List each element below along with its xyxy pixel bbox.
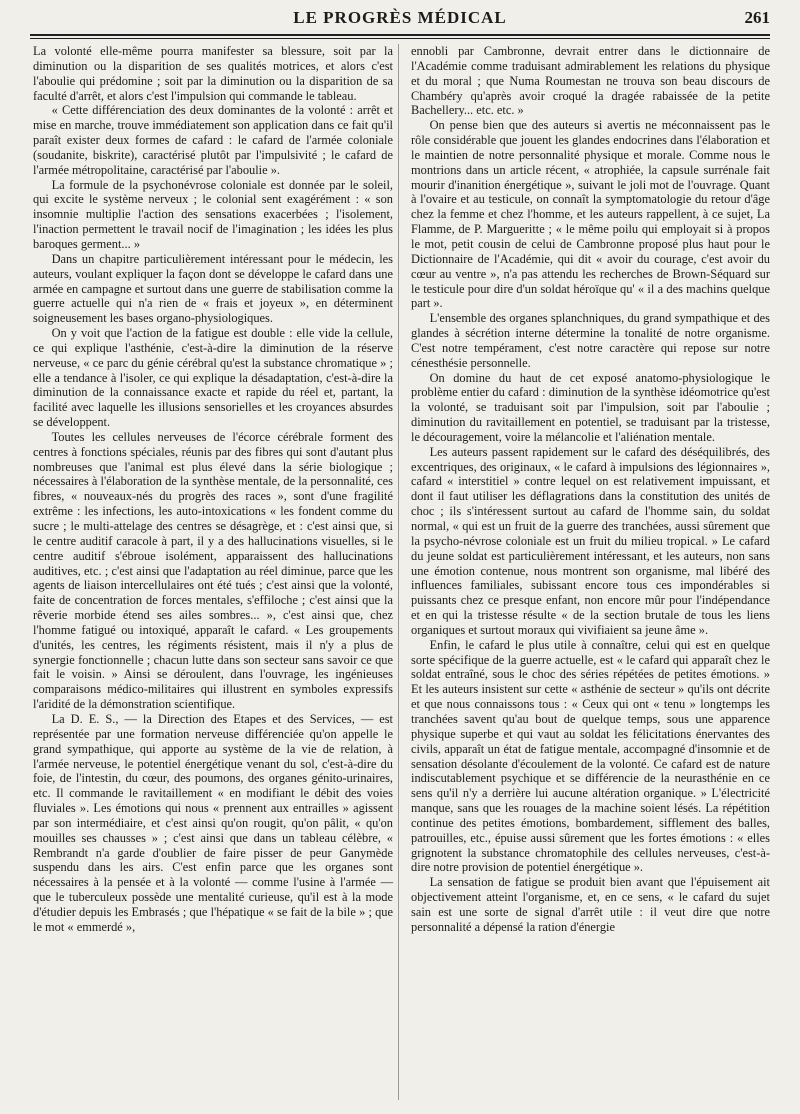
paragraph: La D. E. S., — la Direction des Etapes et des Services, — est représentée par une formation nerveuse différenciée qu'on appelle le grand sympathique, qui apporte au système de la vie de relation, à l'armée nerveuse, le potentiel énergétique venant du sol, c'est-à-dire du foie, de l'intestin, du cœur, des poumons, des organes génito-urinaires, etc. Il commande le ravitaillement « en modifiant le débit des voies fluviales ». Les émotions qui nous « prennent aux entrailles » agissent par son intermédiaire, et c'est ainsi qu'on rougit, qu'on pâlit, « qu'on mouilles ses chausses » ; c'est ainsi que dans un tableau célèbre, « Rembrandt n'a garde d'oublier de faire pisser de peur Ganymède suspendu dans les airs. C'est enfin parce que les organes sont nécessaires à la pensée et à la volonté — comme l'usine à l'armée — que le tuberculeux possède une mentalité curieuse, qu'il est à la mode d'étudier depuis les Embrasés ; que l'hépatique « se fait de la bile » ; que le mot « emmerdé »,	[33, 711, 393, 934]
column-divider	[398, 44, 399, 1100]
paragraph: On y voit que l'action de la fatigue est double : elle vide la cellule, ce qui explique l'asthénie, c'est-à-dire la diminution de la réserve nerveuse, « ce parc du génie cérébral qu'est la substance chromatique » ; elle a tendance à l'isoler, ce qui explique la désadaptation, c'est-à-dire la diminution de la connaissance exacte et rapide du réel et, partant, la facilité avec laquelle les illusions sensorielles et les croyances absurdes se développent.	[33, 326, 393, 430]
paragraph: On pense bien que des auteurs si avertis ne méconnaissent pas le rôle considérable que jouent les glandes endocrines dans l'élaboration et le maintien de notre personnalité physique et morale. Comme nous le montrions dans un article récent, « atrophiée, la capsule surrénale fait mourir d'inanition énergétique », suivant le joli mot de l'ouvrage. Quant à l'ovaire et au testicule, on connaît la symptomatologie du retour d'âge chez la femme et chez l'homme, et les auteurs rappellent, à ce sujet, La Flamme, de P. Margueritte ; « le même poilu qui employait si à propos le mot, petit cousin de celui de Cambronne proposé plus haut pour le Dictionnaire de l'Académie, qui dit « avoir du courage, c'est avoir du cœur au ventre », n'a pas attendu les recherches de Brown-Séquard sur le testicule pour dire d'un soldat héroïque qu' « il a des machins quelque part ».	[411, 118, 770, 311]
paragraph: La sensation de fatigue se produit bien avant que l'épuisement ait objectivement atteint l'organisme, et, en ce sens, « le cafard du sujet sain est une sorte de signal d'arrêt utile : il veut dire que notre personnalité a dépensé la ration d'énergie	[411, 875, 770, 934]
paragraph: Toutes les cellules nerveuses de l'écorce cérébrale forment des centres à fonctions spéciales, réunis par des fibres qui sont d'autant plus nombreuses que l'animal est plus élevé dans la série biologique ; nécessaires à l'élaboration de la synthèse mentale, de la personnalité, ces fibres, « nouveaux-nés du progrès des races », sont d'une fragilité extrême : les infections, les auto-intoxications « les fondent comme du sucre ; le multi-attelage des centres se désagrège, et : c'est ainsi que, si le centre auditif caracole à part, il y a des hallucinations visuelles, si le centre auditif s'ébroue isolément, apparaissent des hallucinations auditives, etc. ; c'est ainsi que l'adaptation au réel diminue, parce que les agents de liaison intercellulaires ont été tués ; c'est ainsi que la volonté, faite de concentration de forces mentales, s'effiloche ; c'est ainsi que la rêverie morbide étend ses ailes sombres... », c'est ainsi que, chez l'homme fatigué ou intoxiqué, apparaît le cafard. « Les groupements d'unités, les centres, les régiments résistent, mais il n'y a plus de synergie fonctionnelle ; chacun lutte dans son secteur sans savoir ce que fait le voisin. » Ainsi se déroulent, dans l'ouvrage, les ingénieuses comparaisons médico-militaires qui illustrent en symboles expressifs l'aridité de la démonstration scientifique.	[33, 429, 393, 712]
right-column	[411, 44, 770, 935]
paragraph: On domine du haut de cet exposé anatomo-physiologique le problème entier du cafard : diminution de la synthèse idéomotrice qu'est la volonté, se traduisant soit par l'impulsion, soit par l'aboulie ; diminution du ravitaillement en potentiel, se traduisant par la tristesse, le découragement, voire la mélancolie et l'aliénation mentale.	[411, 370, 770, 444]
paragraph: L'ensemble des organes splanchniques, du grand sympathique et des glandes à sécrétion interne détermine la tonalité de notre organisme. C'est notre tempérament, c'est notre caractère qui repose sur notre cénesthésie personnelle.	[411, 311, 770, 370]
paragraph: La formule de la psychonévrose coloniale est donnée par le soleil, qui excite le système nerveux ; le colonial sent exagérément : « son insomnie multiplie l'action des sensations exacerbées ; l'isolement, l'inaction permettent le travail nocif de l'imagination ; les idées les plus baroques germent... »	[33, 177, 393, 251]
paragraph: ennobli par Cambronne, devrait entrer dans le dictionnaire de l'Académie comme traduisant admirablement les relations du physique et du moral ; que Numa Roumestan ne trouva son beau discours de Chambéry qu'après avoir croqué la dragée rabaissée de la petite Bachellery... etc. etc. »	[411, 44, 770, 118]
journal-title: LE PROGRÈS MÉDICAL	[293, 8, 507, 27]
paragraph: « Cette différenciation des deux dominantes de la volonté : arrêt et mise en marche, trouve immédiatement son application dans ce fait qu'il paraît exister deux formes de cafard : le cafard de l'armée coloniale (soudanite, biskrite), caractérisé plutôt par l'impulsivité ; le cafard de l'armée métropolitaine, caractérisé par l'aboulie ».	[33, 103, 393, 177]
page-number: 261	[744, 8, 770, 27]
header-rule-thin	[30, 38, 770, 39]
paragraph: Enfin, le cafard le plus utile à connaître, celui qui est en quelque sorte spécifique de la guerre actuelle, est « le cafard qui apparaît chez le soldat entraîné, sous le choc des séries répétées de petites émotions. » Et les auteurs insistent sur cette « asthénie de secteur » qu'ils ont décrite et que nous connaissons tous : « Ceux qui ont « tenu » longtemps les tranchées savent qu'au bout de quelque temps, sous une apparence physique superbe et qui vaut au soldat les félicitations énervantes des civils, apparaît un état de fatigue mentale, accompagné d'insomnie et de sensation désolante d'écoulement de la volonté. Ce cafard est de nature indiscutablement psychique et se différencie de la neurasthénie en ce sens qu'il n'y a derrière lui aucune altération organique. » L'électricité manque, sans que les rouages de la machine soient lésés. La répétition continue des petites émotions, bombardement, sifflement des balles, patrouilles, etc., épuise aussi sûrement que les fortes émotions : « elles grignotent la substance chromatophile des cellules nerveuses, c'est-à-dire notre provision de potentiel énergétique ».	[411, 637, 770, 875]
page-header	[30, 8, 770, 34]
left-column	[33, 44, 393, 935]
paragraph: Les auteurs passent rapidement sur le cafard des déséquilibrés, des excentriques, des originaux, « le cafard à impulsions des légionnaires », cafard « interstitiel » contre lequel on est relativement impuissant, et dont il faut utiliser les déflagrations dans la constitution des unités de choc ; ils s'intéressent surtout au cafard de l'homme sain, du soldat normal, « qui est un fruit de la guerre des tranchées, aussi sûrement que la psycho-névrose coloniale est un fruit du milieu tropical. » Le cafard du jeune soldat est particulièrement intéressant, et les auteurs, non sans une émotion contenue, nous montrent son organisme, mal libéré des influences familiales, subissant encore tous ces impondérables si puissants chez ce presque enfant, non encore mûr pour l'indépendance et en qui la tristesse résulte « de la section brutale de tous les liens organiques et surtout moraux qui vivifiaient sa jeune âme ».	[411, 444, 770, 637]
paragraph: Dans un chapitre particulièrement intéressant pour le médecin, les auteurs, voulant expliquer la façon dont se développe le cafard dans une armée en campagne et surtout dans une guerre de stabilisation comme la guerre actuelle qui n'a rien de « frais et joyeux », en déterminent soigneusement les bases organo-physiologiques.	[33, 251, 393, 326]
header-rule	[30, 34, 770, 36]
paragraph: La volonté elle-même pourra manifester sa blessure, soit par la diminution ou la disparition de ses qualités motrices, et alors c'est l'aboulie qui prédomine ; soit par la diminution ou la disparition de sa faculté d'arrêt, et alors c'est l'impulsion qui commande le tableau.	[33, 44, 393, 103]
